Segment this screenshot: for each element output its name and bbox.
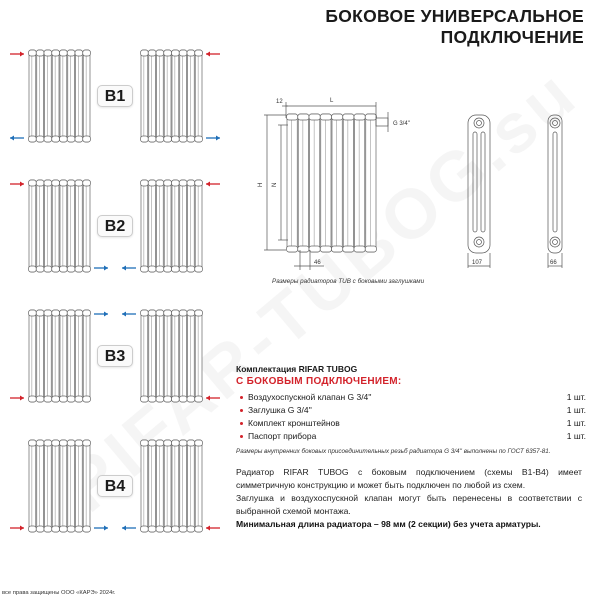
drawing-caption: Размеры радиаторов TUB с боковыми заглушками: [272, 278, 425, 285]
return-arrow-icon: [10, 136, 24, 141]
side-view-2-column: [548, 115, 562, 268]
supply-arrow-icon: [206, 182, 220, 187]
supply-arrow-icon: [10, 182, 24, 187]
dim-107: 107: [472, 260, 483, 266]
left-radiator: [29, 440, 91, 532]
thread-label: G 3/4'': [393, 121, 410, 127]
kit-item: [236, 416, 586, 429]
right-radiator: [141, 440, 203, 532]
description-p1: Радиатор RIFAR TUBOG с боковым подключением (схемы B1-B4) имеет симметричную конструкцию и может быть подключен по любой из схем.: [236, 467, 582, 490]
kit-item-name: Комплект кронштейнов: [248, 417, 340, 428]
kit-item-qty: 1 шт.: [566, 404, 586, 415]
side-view-3-column: [468, 115, 490, 268]
kit-item-qty: 1 шт.: [566, 417, 586, 428]
return-arrow-icon: [122, 312, 136, 317]
kit-item-qty: 1 шт.: [566, 430, 586, 441]
copyright: все права защищены ООО «КАРЭ» 2024г.: [2, 590, 116, 596]
description-p2: Заглушка и воздухоспускной клапан могут быть перенесены в соответствии с выбранной схемой монтажа.: [236, 493, 582, 516]
kit-item: [236, 429, 586, 442]
left-radiator: [29, 180, 91, 272]
kit-item: [236, 390, 586, 403]
bullet-icon: [240, 422, 243, 425]
kit-section: [236, 364, 586, 455]
title-line-1: БОКОВОЕ УНИВЕРСАЛЬНОЕ: [325, 6, 584, 26]
supply-arrow-icon: [10, 396, 24, 401]
left-radiator: [29, 50, 91, 142]
kit-item-name: Паспорт прибора: [248, 430, 317, 441]
return-arrow-icon: [206, 136, 220, 141]
left-radiator: [29, 310, 91, 402]
supply-arrow-icon: [206, 52, 220, 57]
kit-item-qty: 1 шт.: [566, 391, 586, 402]
fitting: [376, 118, 388, 126]
scheme-label: B2: [97, 215, 133, 237]
kit-item-name: Воздухоспускной клапан G 3/4'': [248, 391, 372, 402]
description-p3: Минимальная длина радиатора – 98 мм (2 секции) без учета арматуры.: [236, 519, 541, 529]
page-title: [325, 6, 584, 48]
dim-12: 12: [276, 99, 283, 105]
kit-item-name: Заглушка G 3/4'': [248, 404, 312, 415]
right-radiator: [141, 180, 203, 272]
description: [236, 466, 582, 531]
supply-arrow-icon: [10, 526, 24, 531]
return-arrow-icon: [122, 526, 136, 531]
return-arrow-icon: [94, 526, 108, 531]
dim-66: 66: [550, 260, 557, 266]
kit-note: Размеры внутренних боковых присоединительных резьб радиатора G 3/4'' выполнены по ГОСТ 6357-81.: [236, 448, 551, 455]
scheme-label: B1: [97, 85, 133, 107]
dim-l: L: [330, 98, 334, 104]
kit-heading: Комплектация RIFAR TUBOG: [236, 364, 358, 374]
front-view-radiator: [287, 114, 377, 252]
dim-h: H: [258, 182, 264, 187]
right-radiator: [141, 50, 203, 142]
bullet-icon: [240, 409, 243, 412]
right-radiator: [141, 310, 203, 402]
scheme-label: B4: [97, 475, 133, 497]
return-arrow-icon: [122, 266, 136, 271]
supply-arrow-icon: [10, 52, 24, 57]
bullet-icon: [240, 396, 243, 399]
return-arrow-icon: [94, 266, 108, 271]
supply-arrow-icon: [206, 396, 220, 401]
dim-46: 46: [314, 260, 321, 266]
dim-n: N: [272, 182, 278, 187]
kit-item: [236, 403, 586, 416]
return-arrow-icon: [94, 312, 108, 317]
kit-subheading: С БОКОВЫМ ПОДКЛЮЧЕНИЕМ:: [236, 376, 402, 387]
title-line-2: ПОДКЛЮЧЕНИЕ: [440, 27, 584, 47]
scheme-label: B3: [97, 345, 133, 367]
supply-arrow-icon: [206, 526, 220, 531]
dimension-drawing: [250, 90, 600, 280]
bullet-icon: [240, 435, 243, 438]
